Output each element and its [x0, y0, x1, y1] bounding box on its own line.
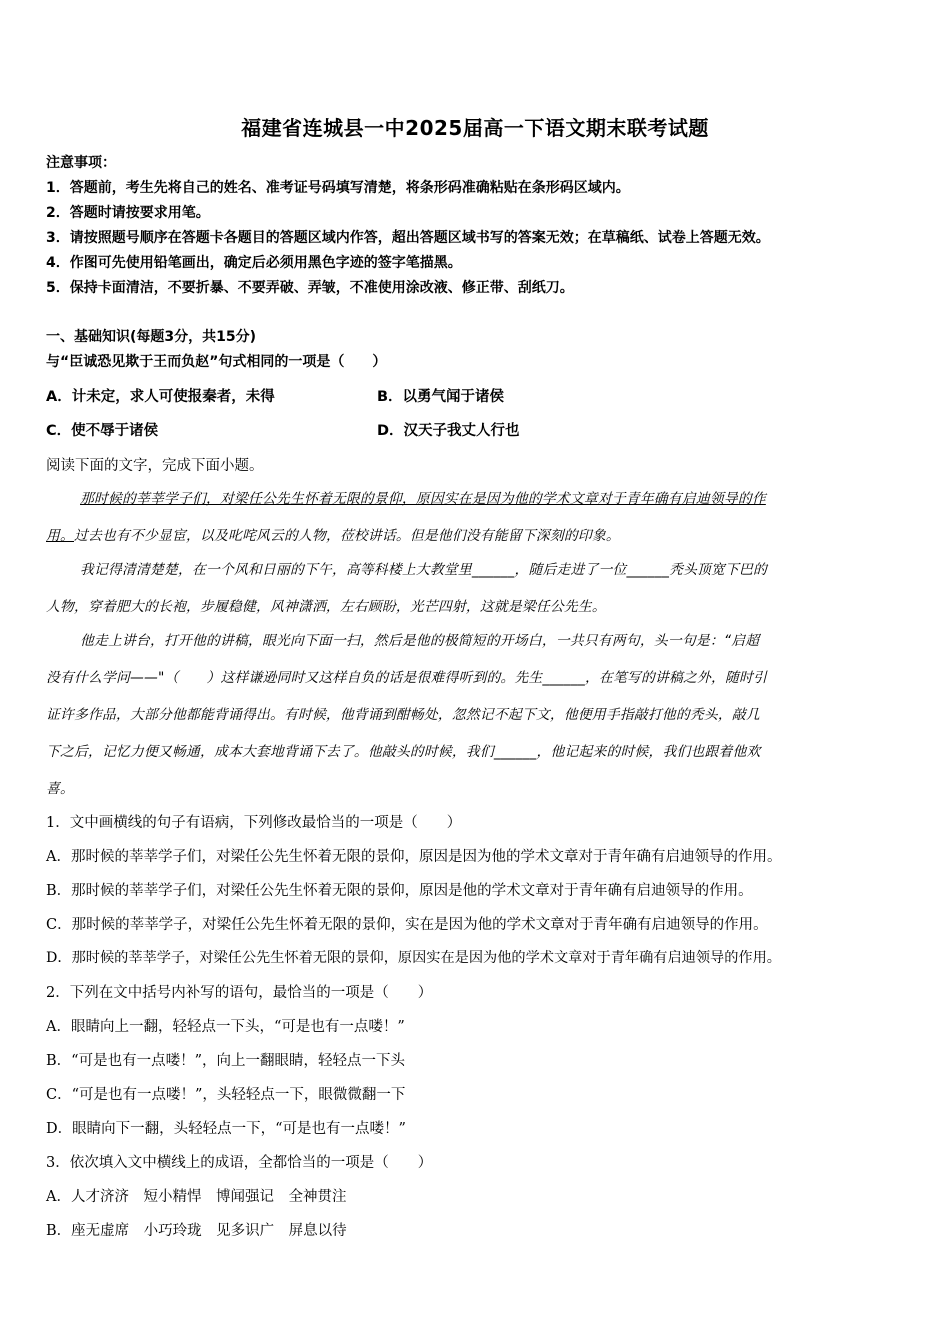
passage-line: 人物，穿着肥大的长袍，步履稳健，风神潇洒，左右顾盼，光芒四射，这就是梁任公先生。 [46, 599, 606, 615]
notice-item: 2．答题时请按要求用笔。 [46, 205, 210, 221]
passage-line: 喜。 [46, 781, 74, 797]
notice-heading: 注意事项： [46, 155, 116, 171]
question-stem: 与“臣诚恐见欺于王而负赵”句式相同的一项是（ ） [46, 354, 387, 370]
notice-item: 3．请按照题号顺序在答题卡各题目的答题区域内作答，超出答题区域书写的答案无效；在草稿纸、试卷上答题无效。 [46, 230, 770, 246]
answer-option: D．那时候的莘莘学子，对梁任公先生怀着无限的景仰，原因实在是因为他的学术文章对于青年确有启迪领导的作用。 [46, 950, 781, 966]
underlined-text: 那时候的莘莘学子们，对梁任公先生怀着无限的景仰，原因实在是因为他的学术文章对于青年确有启迪领导的作 [80, 491, 766, 507]
answer-option: B．那时候的莘莘学子们，对梁任公先生怀着无限的景仰，原因是他的学术文章对于青年确有启迪领导的作用。 [46, 883, 753, 899]
option-c: C．使不辱于诸侯 [46, 423, 159, 439]
notice-item: 4．作图可先使用铅笔画出，确定后必须用黑色字迹的签字笔描黑。 [46, 255, 462, 271]
passage-underlined-sentence [80, 487, 940, 507]
page-title: 福建省连城县一中2025届高一下语文期末联考试题 [241, 116, 709, 140]
passage-line: 没有什么学问——"（ ）这样谦逊同时又这样自负的话是很难得听到的。先生______，在笔写的讲稿之外，随时引 [46, 670, 767, 686]
question-stem: 2．下列在文中括号内补写的语句，最恰当的一项是（ ） [46, 985, 433, 1001]
notice-item: 1．答题前，考生先将自己的姓名、准考证号码填写清楚，将条形码准确粘贴在条形码区域内。 [46, 180, 630, 196]
option-a: A．计未定，求人可使报秦者，未得 [46, 389, 275, 405]
answer-option: A．人才济济 短小精悍 博闻强记 全神贯注 [46, 1189, 347, 1205]
passage-line [46, 524, 906, 544]
underlined-text-end: 用。 [46, 528, 74, 544]
answer-option: A．那时候的莘莘学子们，对梁任公先生怀着无限的景仰，原因是因为他的学术文章对于青年确有启迪领导的作用。 [46, 849, 782, 865]
answer-option: C．那时候的莘莘学子，对梁任公先生怀着无限的景仰，实在是因为他的学术文章对于青年确有启迪领导的作用。 [46, 917, 768, 933]
section-heading: 一、基础知识(每题3分，共15分) [46, 329, 257, 345]
answer-option: B．座无虚席 小巧玲珑 见多识广 屏息以待 [46, 1223, 347, 1239]
question-stem: 1．文中画横线的句子有语病，下列修改最恰当的一项是（ ） [46, 815, 462, 831]
passage-line: 证许多作品，大部分他都能背诵得出。有时候，他背诵到酣畅处，忽然记不起下文，他便用手指敲打他的秃头，敲几 [46, 707, 760, 723]
answer-option: B．“可是也有一点喽！”，向上一翻眼睛，轻轻点一下头 [46, 1053, 405, 1069]
answer-option: D．眼睛向下一翻，头轻轻点一下，“可是也有一点喽！” [46, 1121, 406, 1137]
passage-text: 过去也有不少显宦，以及叱咤风云的人物，莅校讲话。但是他们没有能留下深刻的印象。 [74, 528, 620, 544]
option-d: D．汉天子我丈人行也 [377, 423, 520, 439]
passage-line: 下之后，记忆力便又畅通，成本大套地背诵下去了。他敲头的时候，我们______，他记起来的时候，我们也跟着他欢 [46, 744, 761, 760]
option-b: B．以勇气闻于诸侯 [377, 389, 505, 405]
notice-item: 5．保持卡面清洁，不要折暴、不要弄破、弄皱，不准使用涂改液、修正带、刮纸刀。 [46, 280, 574, 296]
passage-line: 他走上讲台，打开他的讲稿，眼光向下面一扫，然后是他的极简短的开场白，一共只有两句，头一句是：“启超 [80, 633, 760, 649]
answer-option: A．眼睛向上一翻，轻轻点一下头，“可是也有一点喽！” [46, 1019, 405, 1035]
reading-intro: 阅读下面的文字，完成下面小题。 [46, 458, 264, 474]
passage-line: 我记得清清楚楚，在一个风和日丽的下午，高等科楼上大教堂里______，随后走进了一位______秃头顶宽下巴的 [80, 562, 768, 578]
question-stem: 3．依次填入文中横线上的成语，全都恰当的一项是（ ） [46, 1155, 433, 1171]
answer-option: C．“可是也有一点喽！”，头轻轻点一下，眼微微翻一下 [46, 1087, 406, 1103]
